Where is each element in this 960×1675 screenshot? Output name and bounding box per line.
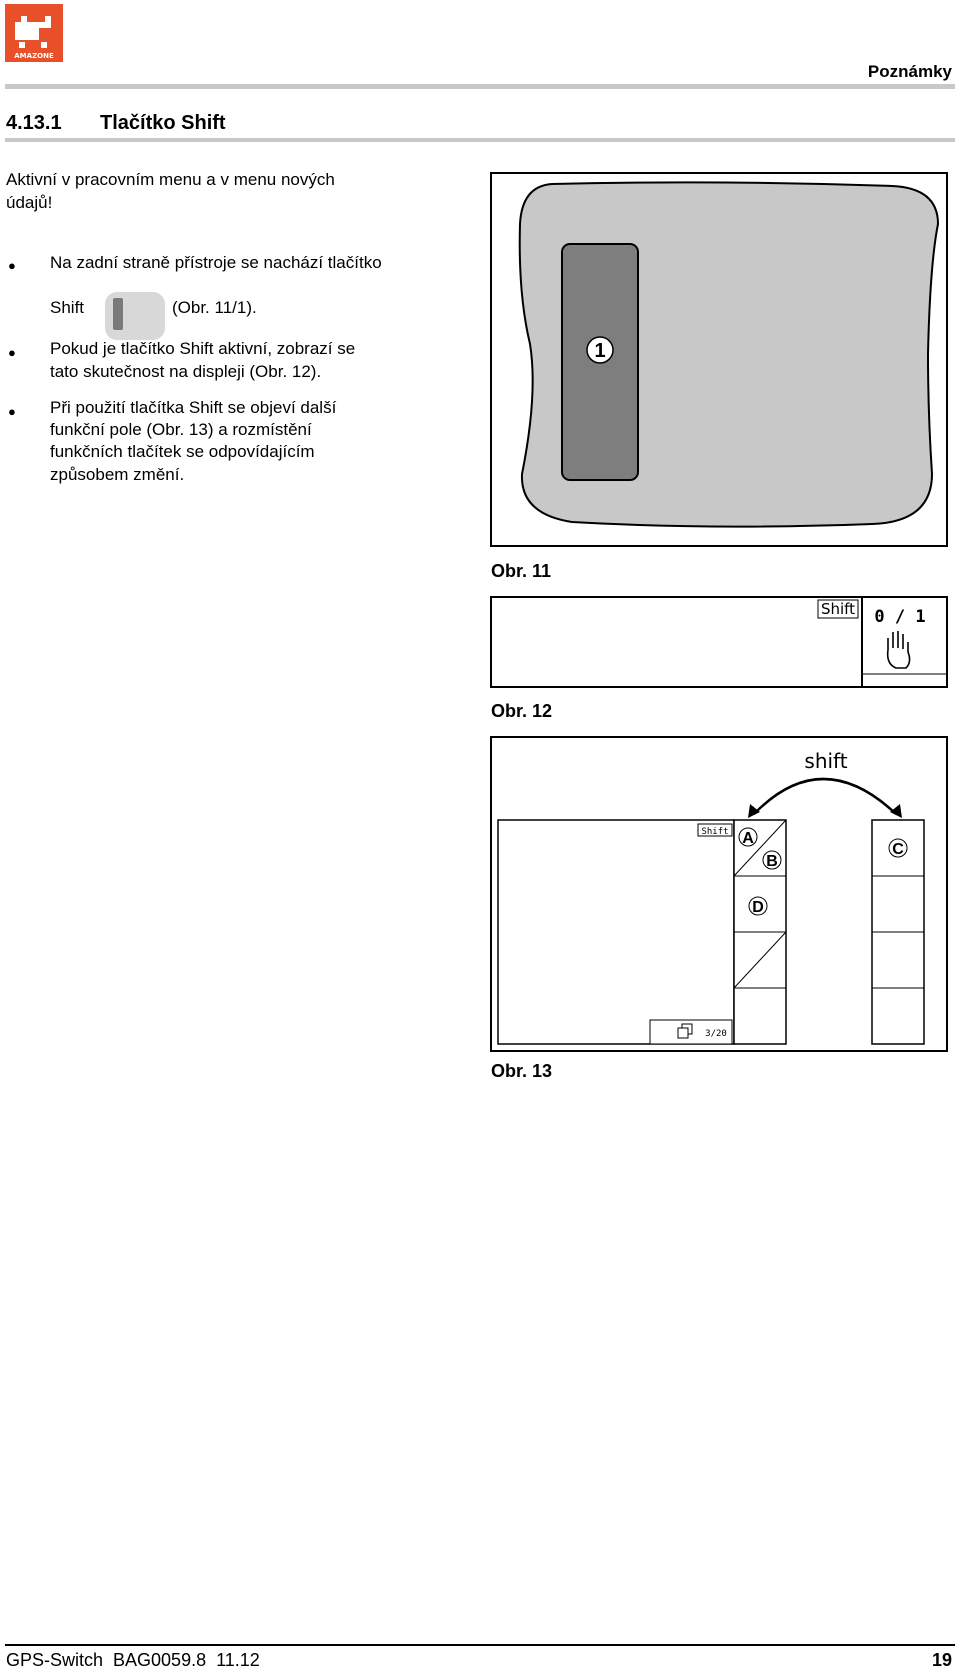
bullet-dot: ● [8,258,16,273]
status-readout: 0 / 1 [874,607,926,627]
page-number: 19 [931,1650,952,1670]
shift-indicator-label: Shift [820,600,856,618]
key-label-b: B [766,853,778,870]
bullet-1-line-2: (Obr. 11/1). [172,298,257,317]
bullet-1-line-1: Na zadní straně přístroje se nachází tlačítko [50,253,382,272]
bullet-3-line-1: Při použití tlačítka Shift se objeví další [50,398,337,417]
device-back-illustration [492,174,946,545]
figure-13 [490,736,948,1052]
section-label: Poznámky [867,62,952,81]
section-number: 4.13.1 [6,112,62,134]
shift-layout-diagram [492,738,946,1050]
marker-1-label: 1 [594,340,606,362]
display-shift-active [492,598,946,686]
bullet-2-line-1: Pokud je tlačítko Shift aktivní, zobrazí se [50,339,356,358]
figure-12 [490,596,948,688]
logo-text: AMAZONE [14,52,54,60]
footer-divider [5,1644,955,1646]
figure-11 [490,172,948,547]
bullet-dot: ● [8,345,16,360]
key-label-c: C [892,841,904,858]
header-divider [5,84,955,89]
page-counter: 3/20 [705,1029,727,1039]
bullet-1-shift-word: Shift [50,298,85,317]
bullet-3-line-3: funkčních tlačítek se odpovídajícím [50,442,315,461]
bullet-2-line-2: tato skutečnost na displeji (Obr. 12). [50,362,322,381]
logo-icon [5,4,63,62]
amazone-logo [5,4,63,62]
bullet-3-line-2: funkční pole (Obr. 13) a rozmístění [50,420,312,439]
display-area [498,820,734,1044]
bullet-dot: ● [8,404,16,419]
section-title: Tlačítko Shift [100,112,226,134]
figure-11-caption: Obr. 11 [491,561,552,581]
key-label-d: D [752,899,764,916]
shift-tag-label: Shift [701,827,729,837]
intro-paragraph [6,168,426,214]
shift-button-icon [105,292,165,340]
key-label-a: A [742,830,754,847]
figure-12-caption: Obr. 12 [491,701,553,721]
bullet-3-line-4: způsobem změní. [50,465,185,484]
hand-icon [888,631,910,668]
footer-doc-id: GPS-Switch BAG0059.8 11.12 [6,1650,260,1670]
section-divider [5,138,955,142]
shift-arrow-label: shift [804,749,848,773]
shift-arrow [754,779,896,814]
intro-line-2: údajů! [6,193,53,212]
intro-line-1: Aktivní v pracovním menu a v menu nových [6,170,335,189]
figure-13-caption: Obr. 13 [491,1061,553,1081]
